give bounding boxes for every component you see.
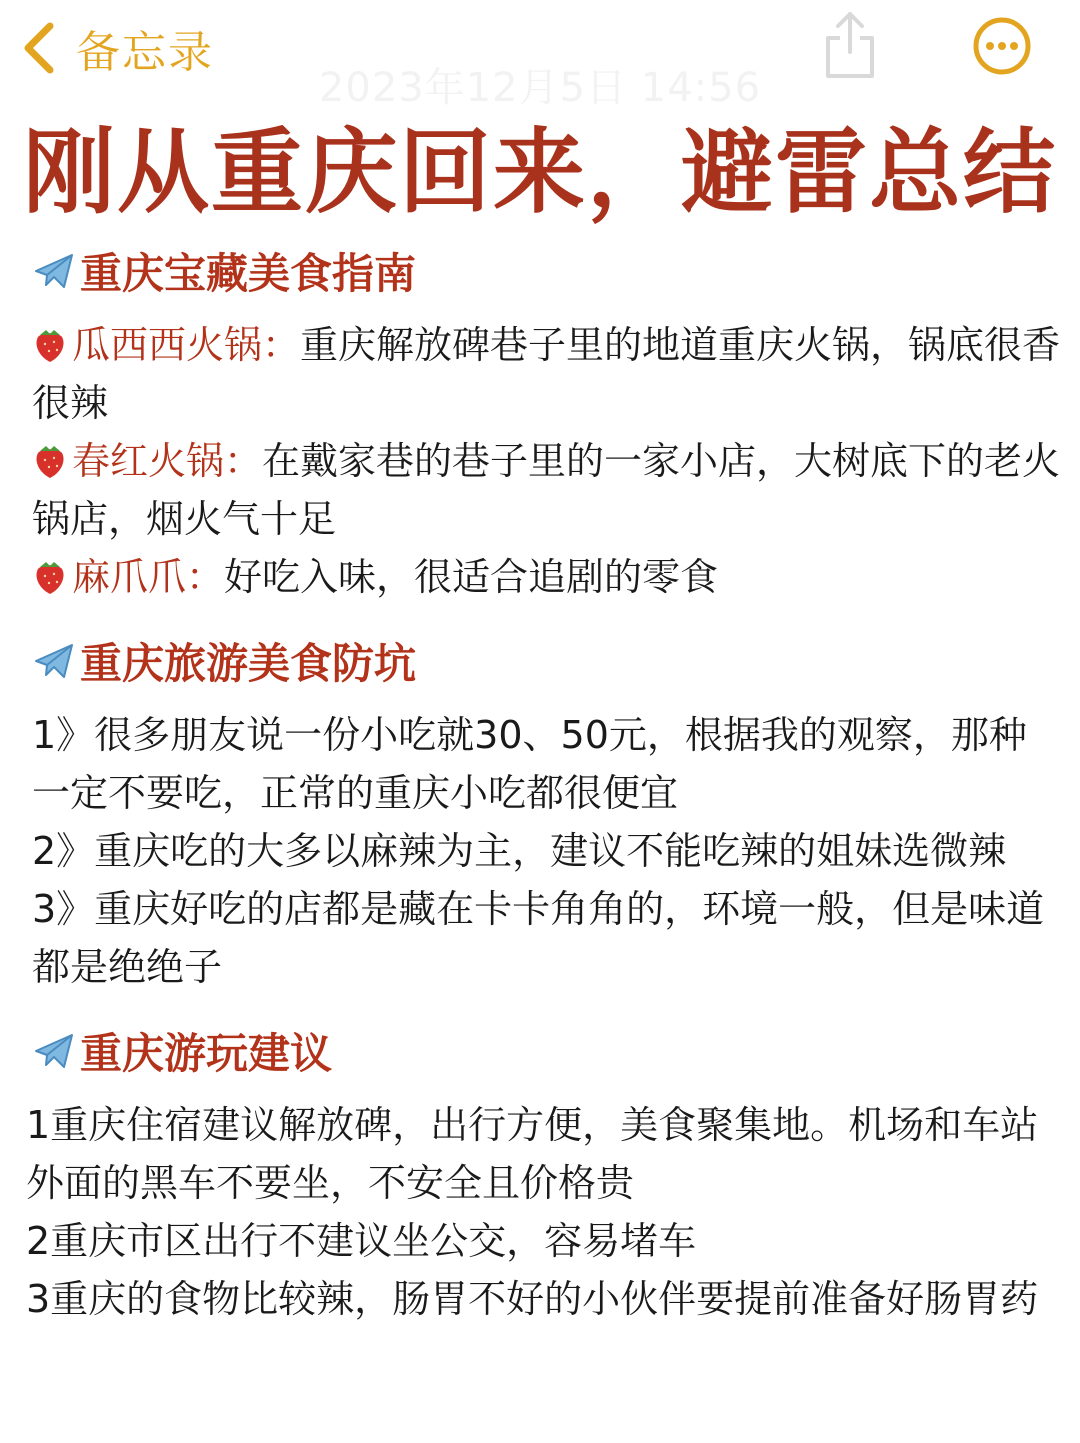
more-button[interactable] [972,16,1032,76]
strawberry-icon [32,440,68,480]
strawberry-icon [32,556,68,596]
share-icon [820,65,880,84]
list-item [32,316,1062,432]
section-heading-text: 重庆游玩建议 [80,1029,333,1078]
note-body[interactable] [0,240,1080,1328]
item-name: 麻爪爪： [72,555,225,599]
section-heading [32,240,1080,302]
section-body [32,706,1062,996]
more-icon [972,61,1032,80]
section-body [32,316,1062,606]
section-food-guide [0,240,1080,606]
strawberry-icon [32,324,68,364]
list-item: 2》重庆吃的大多以麻辣为主，建议不能吃辣的姐妹选微辣 [32,829,1007,873]
item-name: 瓜西西火锅： [72,323,301,367]
airplane-icon [32,1029,76,1073]
list-item [32,548,1062,606]
note-title: 刚从重庆回来，避雷总结 [22,119,1057,226]
airplane-icon [32,249,76,293]
section-heading [32,630,1080,692]
list-item: 1》很多朋友说一份小吃就30、50元，根据我的观察，那种一定不要吃，正常的重庆小吃都很便宜 [32,713,1027,815]
item-name: 春红火锅： [72,439,263,483]
nav-bar [0,0,1080,111]
section-avoid-traps [0,630,1080,996]
list-item: 3》重庆好吃的店都是藏在卡卡角角的，环境一般，但是味道都是绝绝子 [32,887,1045,989]
list-item [32,432,1062,548]
list-item: 2重庆市区出行不建议坐公交，容易堵车 [26,1219,697,1263]
note-date: 2023年12月5日 14:56 [318,65,762,111]
section-heading-text: 重庆宝藏美食指南 [80,249,417,298]
item-text: 在戴家巷的巷子里的一家小店，大树底下的老火锅店，烟火气十足 [32,439,1061,541]
section-heading [32,1020,1080,1082]
share-button[interactable] [820,8,880,80]
list-item: 1重庆住宿建议解放碑，出行方便，美食聚集地。机场和车站外面的黑车不要坐，不安全且价格贵 [26,1103,1039,1205]
section-body [26,1096,1066,1328]
airplane-icon [32,639,76,683]
section-travel-tips [0,1020,1080,1328]
list-item: 3重庆的食物比较辣，肠胃不好的小伙伴要提前准备好肠胃药 [26,1277,1039,1321]
back-label: 备忘录 [76,27,214,78]
item-text: 好吃入味，很适合追剧的零食 [224,555,719,599]
item-text: 重庆解放碑巷子里的地道重庆火锅，锅底很香很辣 [32,323,1061,425]
section-heading-text: 重庆旅游美食防坑 [80,639,417,688]
